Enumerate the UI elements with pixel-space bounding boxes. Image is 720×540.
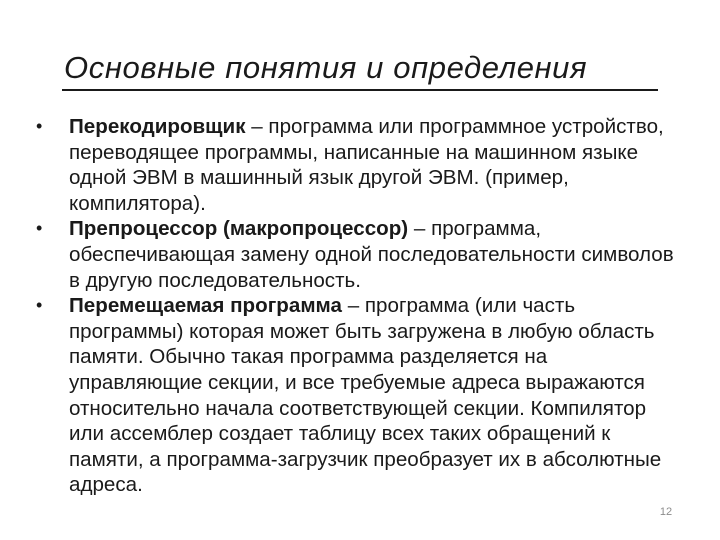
bullet-dot: •: [36, 295, 43, 316]
definition-transcoder: – программа или программное устройство, переводящее программы, написанные на машинном языке одной ЭВМ в машинный язык другой ЭВМ. (пример, компилятора).: [69, 115, 664, 215]
title-underline: [62, 89, 658, 91]
term-relocatable-program: Перемещаемая программа: [69, 294, 342, 318]
page-number: 12: [659, 506, 673, 518]
bullet-item-transcoder: [36, 114, 676, 216]
slide-title: Основные понятия и определения: [64, 50, 588, 85]
bullet-item-preprocessor: [36, 216, 676, 293]
bullet-list: [36, 114, 676, 498]
bullet-dot: •: [36, 218, 43, 239]
bullet-item-relocatable-program: [36, 293, 676, 498]
term-transcoder: Перекодировщик: [69, 115, 246, 138]
term-preprocessor: Препроцессор (макропроцессор): [69, 217, 409, 241]
definition-preprocessor: – программа, обеспечивающая замену одной последовательности символов в другую последовательность.: [69, 217, 674, 292]
definition-relocatable-program: – программа (или часть программы) которая может быть загружена в любую область памяти. Обычно такая программа разделяется на управляющие секции, и все требуемые адреса выражаются относительно начала соответствующей секции. Компилятор или ассемблер создает таблицу всех таких обращений к памяти, а программа-загрузчик преобразует их в абсолютные адреса.: [69, 294, 662, 497]
bullet-dot: •: [36, 116, 43, 136]
